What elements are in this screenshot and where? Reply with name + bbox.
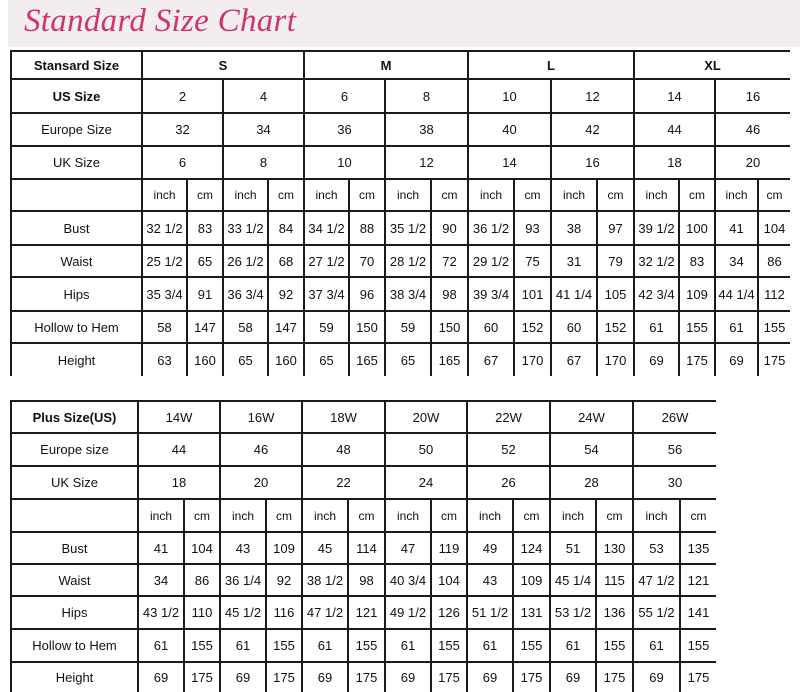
europe-size-value: 46 (716, 114, 790, 145)
measure-inch: 47 1/2 (634, 565, 679, 595)
measure-cm: 170 (598, 344, 633, 376)
measure-cm: 96 (350, 278, 384, 310)
unit-inch: inch (634, 500, 679, 531)
chart-title: Standard Size Chart (24, 3, 297, 39)
measure-cm: 83 (188, 212, 222, 244)
europe-size-value: 40 (469, 114, 550, 145)
measure-inch: 69 (634, 663, 679, 692)
measure-cm: 155 (680, 312, 714, 342)
measure-inch: 39 1/2 (635, 212, 678, 244)
plus-europe-size-value: 46 (221, 434, 301, 465)
measure-inch: 33 1/2 (224, 212, 267, 244)
unit-inch: inch (635, 180, 678, 210)
unit-inch: inch (469, 180, 513, 210)
measure-label: Waist (12, 565, 137, 595)
measure-cm: 91 (188, 278, 222, 310)
uk-size-value: 14 (469, 147, 550, 178)
unit-cm: cm (185, 500, 219, 531)
measure-inch: 45 1/4 (551, 565, 595, 595)
unit-inch: inch (139, 500, 183, 531)
measure-inch: 32 1/2 (635, 246, 678, 276)
standard-size-table (10, 50, 790, 376)
plus-uk-size-label: UK Size (12, 467, 137, 498)
unit-cm: cm (350, 180, 384, 210)
measure-cm: 93 (515, 212, 550, 244)
measure-cm: 175 (759, 344, 790, 376)
measure-inch: 49 1/2 (386, 597, 430, 628)
unit-cm: cm (267, 500, 301, 531)
measure-label: Bust (12, 212, 141, 244)
measure-inch: 65 (305, 344, 348, 376)
plus-uk-size-value: 20 (221, 467, 301, 498)
plus-size-value: 14W (139, 402, 219, 432)
plus-size-value: 16W (221, 402, 301, 432)
measure-inch: 61 (468, 630, 512, 661)
measure-inch: 43 1/2 (139, 597, 183, 628)
measure-cm: 109 (680, 278, 714, 310)
us-size-value: 16 (716, 80, 790, 112)
measure-inch: 61 (386, 630, 430, 661)
measure-inch: 61 (551, 630, 595, 661)
measure-label: Bust (12, 533, 137, 563)
measure-cm: 109 (267, 533, 301, 563)
unit-inch: inch (716, 180, 757, 210)
uk-size-value: 12 (386, 147, 467, 178)
unit-inch: inch (221, 500, 265, 531)
uk-size-label: UK Size (12, 147, 141, 178)
plus-size-value: 24W (551, 402, 632, 432)
unit-cm: cm (598, 180, 633, 210)
measure-inch: 45 (303, 533, 347, 563)
unit-cm: cm (432, 500, 466, 531)
unit-cm: cm (188, 180, 222, 210)
unit-inch: inch (143, 180, 186, 210)
measure-cm: 79 (598, 246, 633, 276)
measure-inch: 69 (635, 344, 678, 376)
plus-size-value: 26W (634, 402, 716, 432)
measure-cm: 121 (681, 565, 716, 595)
plus-uk-size-value: 18 (139, 467, 219, 498)
us-size-value: 10 (469, 80, 550, 112)
measure-inch: 53 (634, 533, 679, 563)
measure-inch: 45 1/2 (221, 597, 265, 628)
plus-europe-size-value: 50 (386, 434, 466, 465)
header-label-standard-size: Stansard Size (12, 52, 141, 78)
measure-inch: 60 (469, 312, 513, 342)
plus-europe-size-value: 48 (303, 434, 384, 465)
measure-inch: 58 (143, 312, 186, 342)
measure-cm: 109 (514, 565, 549, 595)
plus-europe-size-value: 54 (551, 434, 632, 465)
measure-inch: 32 1/2 (143, 212, 186, 244)
measure-cm: 104 (185, 533, 219, 563)
measure-inch: 29 1/2 (469, 246, 513, 276)
unit-inch: inch (551, 500, 595, 531)
unit-cm: cm (759, 180, 790, 210)
measure-cm: 124 (514, 533, 549, 563)
measure-cm: 70 (350, 246, 384, 276)
measure-label: Hips (12, 278, 141, 310)
measure-inch: 43 (468, 565, 512, 595)
us-size-value: 4 (224, 80, 303, 112)
measure-cm: 155 (514, 630, 549, 661)
uk-size-value: 10 (305, 147, 384, 178)
measure-cm: 155 (432, 630, 466, 661)
measure-inch: 61 (635, 312, 678, 342)
unit-inch: inch (224, 180, 267, 210)
measure-label: Height (12, 663, 137, 692)
us-size-label: US Size (12, 80, 141, 112)
plus-europe-size-label: Europe size (12, 434, 137, 465)
unit-inch: inch (386, 500, 430, 531)
measure-label: Height (12, 344, 141, 376)
measure-cm: 119 (432, 533, 466, 563)
measure-cm: 147 (188, 312, 222, 342)
measure-label: Waist (12, 246, 141, 276)
blank-unit-label (12, 180, 141, 210)
plus-uk-size-value: 28 (551, 467, 632, 498)
measure-inch: 59 (386, 312, 430, 342)
blank-unit-label (12, 500, 137, 531)
measure-cm: 115 (597, 565, 632, 595)
header-label-plus-size: Plus Size(US) (12, 402, 137, 432)
plus-size-table (10, 400, 716, 692)
measure-cm: 112 (759, 278, 790, 310)
plus-uk-size-value: 22 (303, 467, 384, 498)
measure-cm: 83 (680, 246, 714, 276)
unit-cm: cm (681, 500, 716, 531)
plus-uk-size-value: 30 (634, 467, 716, 498)
measure-inch: 38 3/4 (386, 278, 430, 310)
title-banner (8, 0, 800, 47)
measure-cm: 88 (350, 212, 384, 244)
measure-cm: 175 (267, 663, 301, 692)
uk-size-value: 16 (552, 147, 633, 178)
measure-cm: 147 (269, 312, 303, 342)
measure-cm: 175 (597, 663, 632, 692)
measure-cm: 175 (681, 663, 716, 692)
measure-inch: 61 (221, 630, 265, 661)
measure-inch: 69 (221, 663, 265, 692)
us-size-value: 12 (552, 80, 633, 112)
measure-inch: 36 1/2 (469, 212, 513, 244)
measure-cm: 68 (269, 246, 303, 276)
measure-inch: 27 1/2 (305, 246, 348, 276)
europe-size-value: 34 (224, 114, 303, 145)
measure-inch: 28 1/2 (386, 246, 430, 276)
europe-size-value: 32 (143, 114, 222, 145)
measure-label: Hollow to Hem (12, 630, 137, 661)
measure-inch: 35 3/4 (143, 278, 186, 310)
us-size-value: 8 (386, 80, 467, 112)
measure-inch: 35 1/2 (386, 212, 430, 244)
measure-inch: 42 3/4 (635, 278, 678, 310)
measure-cm: 104 (432, 565, 466, 595)
measure-inch: 61 (303, 630, 347, 661)
measure-inch: 69 (551, 663, 595, 692)
measure-cm: 175 (349, 663, 384, 692)
measure-cm: 155 (681, 630, 716, 661)
measure-inch: 65 (224, 344, 267, 376)
measure-inch: 34 (139, 565, 183, 595)
europe-size-value: 42 (552, 114, 633, 145)
unit-cm: cm (432, 180, 467, 210)
measure-inch: 61 (139, 630, 183, 661)
measure-inch: 44 1/4 (716, 278, 757, 310)
measure-inch: 38 1/2 (303, 565, 347, 595)
measure-cm: 165 (432, 344, 467, 376)
measure-inch: 47 (386, 533, 430, 563)
measure-cm: 152 (515, 312, 550, 342)
unit-cm: cm (349, 500, 384, 531)
measure-inch: 69 (468, 663, 512, 692)
measure-cm: 155 (597, 630, 632, 661)
measure-inch: 69 (139, 663, 183, 692)
unit-inch: inch (305, 180, 348, 210)
measure-cm: 126 (432, 597, 466, 628)
measure-cm: 165 (350, 344, 384, 376)
measure-cm: 175 (432, 663, 466, 692)
europe-size-label: Europe Size (12, 114, 141, 145)
measure-inch: 38 (552, 212, 596, 244)
measure-cm: 150 (432, 312, 467, 342)
measure-inch: 65 (386, 344, 430, 376)
measure-cm: 175 (514, 663, 549, 692)
unit-cm: cm (680, 180, 714, 210)
measure-cm: 100 (680, 212, 714, 244)
europe-size-value: 44 (635, 114, 714, 145)
measure-inch: 26 1/2 (224, 246, 267, 276)
measure-inch: 41 (139, 533, 183, 563)
measure-inch: 34 1/2 (305, 212, 348, 244)
measure-inch: 55 1/2 (634, 597, 679, 628)
measure-inch: 39 3/4 (469, 278, 513, 310)
europe-size-value: 36 (305, 114, 384, 145)
measure-cm: 75 (515, 246, 550, 276)
unit-inch: inch (303, 500, 347, 531)
measure-cm: 104 (759, 212, 790, 244)
measure-inch: 40 3/4 (386, 565, 430, 595)
measure-cm: 150 (350, 312, 384, 342)
measure-cm: 135 (681, 533, 716, 563)
unit-inch: inch (386, 180, 430, 210)
unit-inch: inch (552, 180, 596, 210)
measure-inch: 53 1/2 (551, 597, 595, 628)
measure-inch: 31 (552, 246, 596, 276)
measure-inch: 36 3/4 (224, 278, 267, 310)
measure-cm: 155 (185, 630, 219, 661)
plus-europe-size-value: 52 (468, 434, 549, 465)
unit-inch: inch (468, 500, 512, 531)
size-group-s: S (143, 52, 303, 78)
measure-inch: 47 1/2 (303, 597, 347, 628)
measure-cm: 97 (598, 212, 633, 244)
measure-cm: 86 (185, 565, 219, 595)
measure-cm: 136 (597, 597, 632, 628)
us-size-value: 6 (305, 80, 384, 112)
europe-size-value: 38 (386, 114, 467, 145)
uk-size-value: 6 (143, 147, 222, 178)
uk-size-value: 8 (224, 147, 303, 178)
unit-cm: cm (514, 500, 549, 531)
measure-cm: 121 (349, 597, 384, 628)
measure-cm: 72 (432, 246, 467, 276)
size-group-m: M (305, 52, 467, 78)
measure-cm: 86 (759, 246, 790, 276)
measure-inch: 61 (634, 630, 679, 661)
unit-cm: cm (269, 180, 303, 210)
measure-cm: 84 (269, 212, 303, 244)
unit-cm: cm (515, 180, 550, 210)
measure-inch: 41 (716, 212, 757, 244)
measure-cm: 98 (349, 565, 384, 595)
measure-cm: 116 (267, 597, 301, 628)
uk-size-value: 18 (635, 147, 714, 178)
measure-inch: 69 (716, 344, 757, 376)
measure-inch: 34 (716, 246, 757, 276)
measure-inch: 49 (468, 533, 512, 563)
measure-inch: 59 (305, 312, 348, 342)
measure-cm: 175 (680, 344, 714, 376)
measure-inch: 61 (716, 312, 757, 342)
size-group-l: L (469, 52, 633, 78)
measure-cm: 110 (185, 597, 219, 628)
measure-cm: 105 (598, 278, 633, 310)
measure-inch: 69 (386, 663, 430, 692)
plus-europe-size-value: 56 (634, 434, 716, 465)
measure-cm: 152 (598, 312, 633, 342)
uk-size-value: 20 (716, 147, 790, 178)
measure-cm: 155 (267, 630, 301, 661)
measure-cm: 114 (349, 533, 384, 563)
measure-cm: 175 (185, 663, 219, 692)
us-size-value: 14 (635, 80, 714, 112)
measure-inch: 51 1/2 (468, 597, 512, 628)
us-size-value: 2 (143, 80, 222, 112)
plus-size-value: 22W (468, 402, 549, 432)
measure-inch: 43 (221, 533, 265, 563)
measure-inch: 37 3/4 (305, 278, 348, 310)
measure-label: Hollow to Hem (12, 312, 141, 342)
measure-cm: 155 (759, 312, 790, 342)
measure-inch: 36 1/4 (221, 565, 265, 595)
measure-cm: 141 (681, 597, 716, 628)
measure-cm: 101 (515, 278, 550, 310)
measure-inch: 41 1/4 (552, 278, 596, 310)
measure-inch: 51 (551, 533, 595, 563)
measure-cm: 90 (432, 212, 467, 244)
measure-cm: 92 (267, 565, 301, 595)
measure-inch: 58 (224, 312, 267, 342)
measure-inch: 69 (303, 663, 347, 692)
plus-size-value: 18W (303, 402, 384, 432)
measure-cm: 92 (269, 278, 303, 310)
measure-cm: 155 (349, 630, 384, 661)
measure-cm: 98 (432, 278, 467, 310)
measure-inch: 25 1/2 (143, 246, 186, 276)
measure-inch: 67 (469, 344, 513, 376)
measure-cm: 170 (515, 344, 550, 376)
measure-inch: 63 (143, 344, 186, 376)
plus-size-value: 20W (386, 402, 466, 432)
measure-cm: 160 (269, 344, 303, 376)
plus-uk-size-value: 26 (468, 467, 549, 498)
measure-inch: 60 (552, 312, 596, 342)
measure-cm: 65 (188, 246, 222, 276)
measure-label: Hips (12, 597, 137, 628)
plus-europe-size-value: 44 (139, 434, 219, 465)
measure-inch: 67 (552, 344, 596, 376)
measure-cm: 130 (597, 533, 632, 563)
unit-cm: cm (597, 500, 632, 531)
measure-cm: 131 (514, 597, 549, 628)
size-group-xl: XL (635, 52, 790, 78)
measure-cm: 160 (188, 344, 222, 376)
plus-uk-size-value: 24 (386, 467, 466, 498)
